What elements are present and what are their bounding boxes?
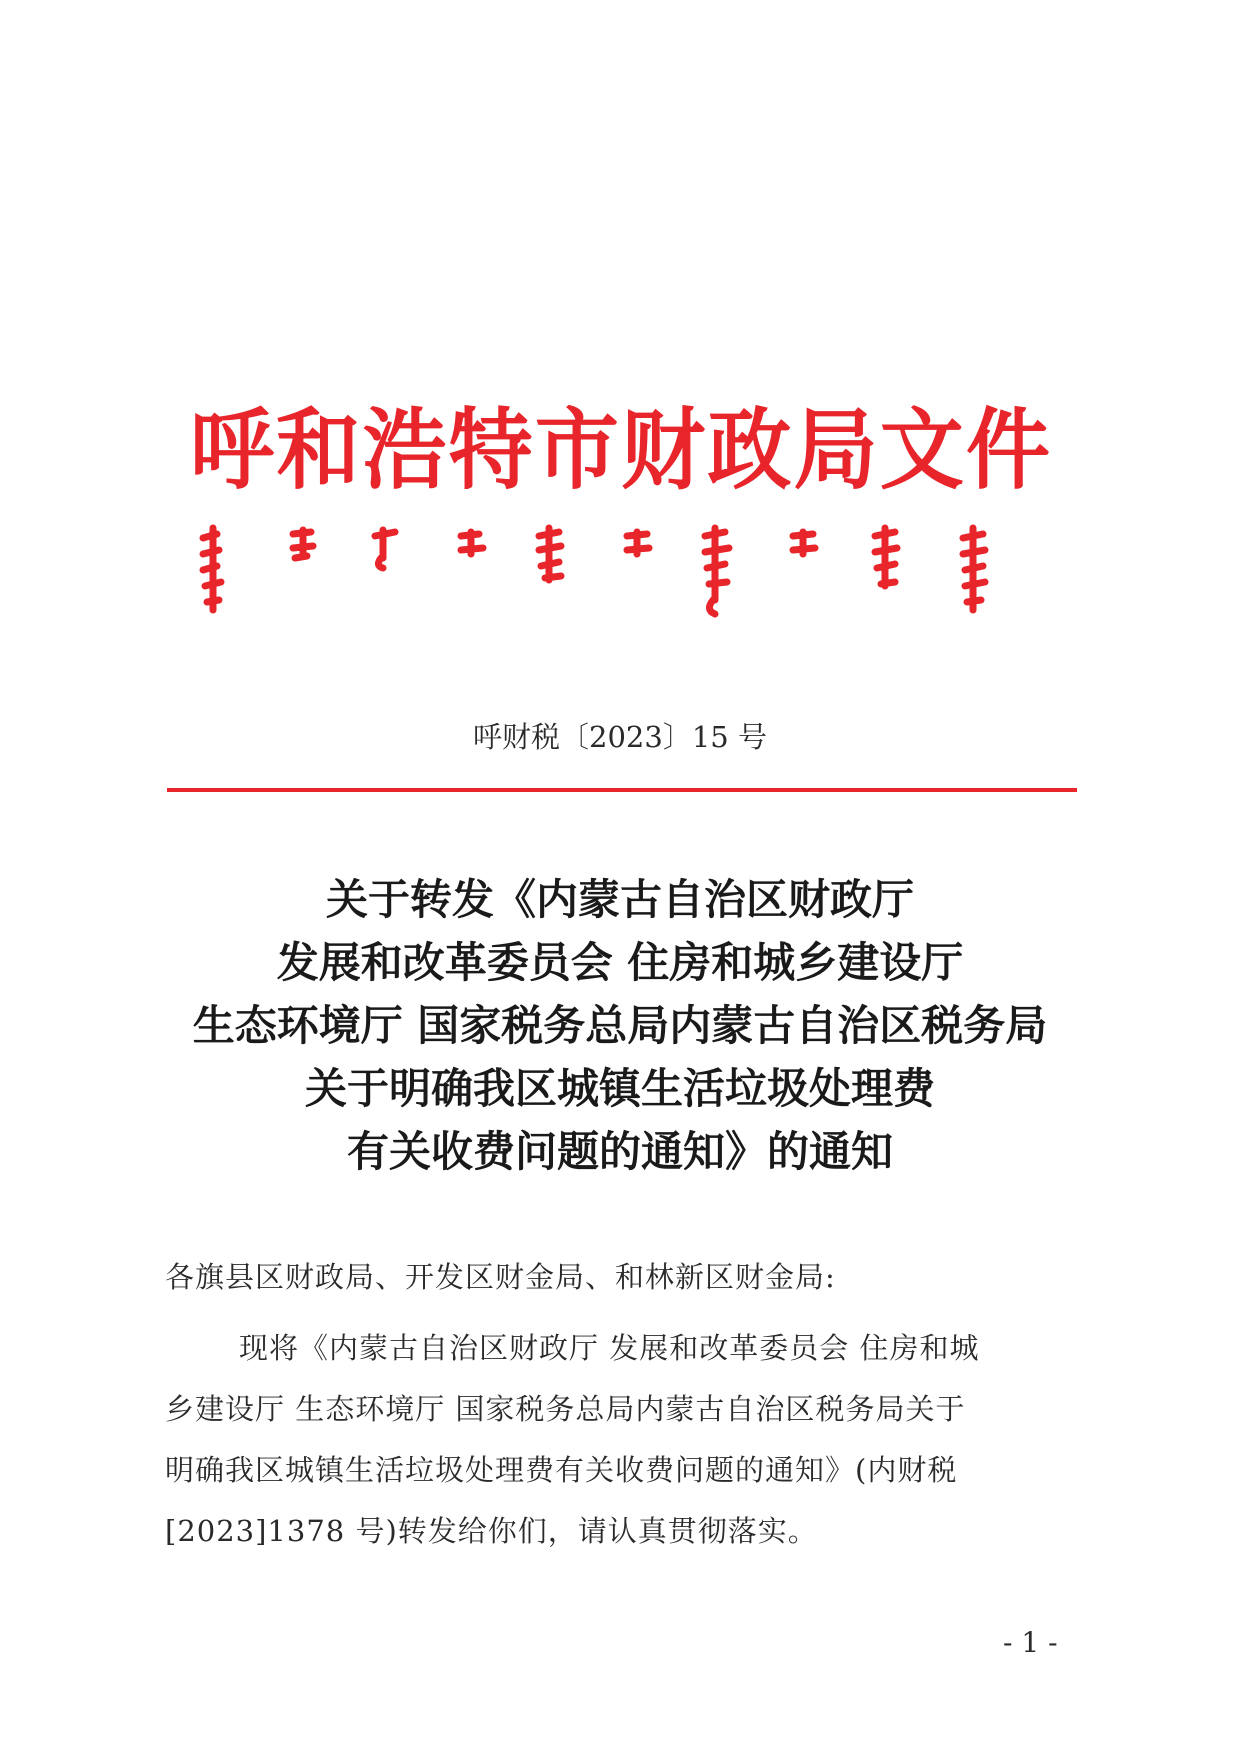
masthead-char: 文 xyxy=(879,397,964,502)
title-line: 关于明确我区城镇生活垃圾处理费 xyxy=(304,1064,935,1113)
red-divider-line xyxy=(167,788,1077,792)
body-line: [2023]1378 号)转发给你们，请认真贯彻落实。 xyxy=(165,1514,818,1548)
document-title xyxy=(120,868,1120,1183)
title-line: 关于转发《内蒙古自治区财政厅 xyxy=(325,875,914,924)
masthead-char: 市 xyxy=(534,397,619,502)
masthead-char: 和 xyxy=(276,397,361,502)
title-line: 发展和改革委员会 住房和城乡建设厅 xyxy=(276,938,964,987)
title-line: 生态环境厅 国家税务总局内蒙古自治区税务局 xyxy=(192,1001,1048,1050)
masthead-title xyxy=(190,397,1050,502)
body-line: 现将《内蒙古自治区财政厅 发展和改革委员会 住房和城 xyxy=(239,1331,980,1365)
body-line: 乡建设厅 生态环境厅 国家税务总局内蒙古自治区税务局关于 xyxy=(165,1392,966,1426)
body-line: 明确我区城镇生活垃圾处理费有关收费问题的通知》(内财税 xyxy=(165,1453,958,1487)
document-number: 呼财税〔2023〕15 号 xyxy=(473,720,767,754)
mongolian-script-masthead xyxy=(195,520,1045,620)
masthead-char: 政 xyxy=(707,397,792,502)
masthead-char: 财 xyxy=(621,397,706,502)
masthead-char: 局 xyxy=(793,397,878,502)
body-paragraph xyxy=(165,1318,1075,1562)
masthead-char: 呼 xyxy=(190,397,275,502)
masthead-char: 特 xyxy=(448,397,533,502)
masthead-char: 件 xyxy=(965,397,1050,502)
page-number: - 1 - xyxy=(1003,1626,1058,1659)
salutation: 各旗县区财政局、开发区财金局、和林新区财金局: xyxy=(165,1260,836,1294)
title-line: 有关收费问题的通知》的通知 xyxy=(346,1127,893,1176)
masthead-char: 浩 xyxy=(362,397,447,502)
